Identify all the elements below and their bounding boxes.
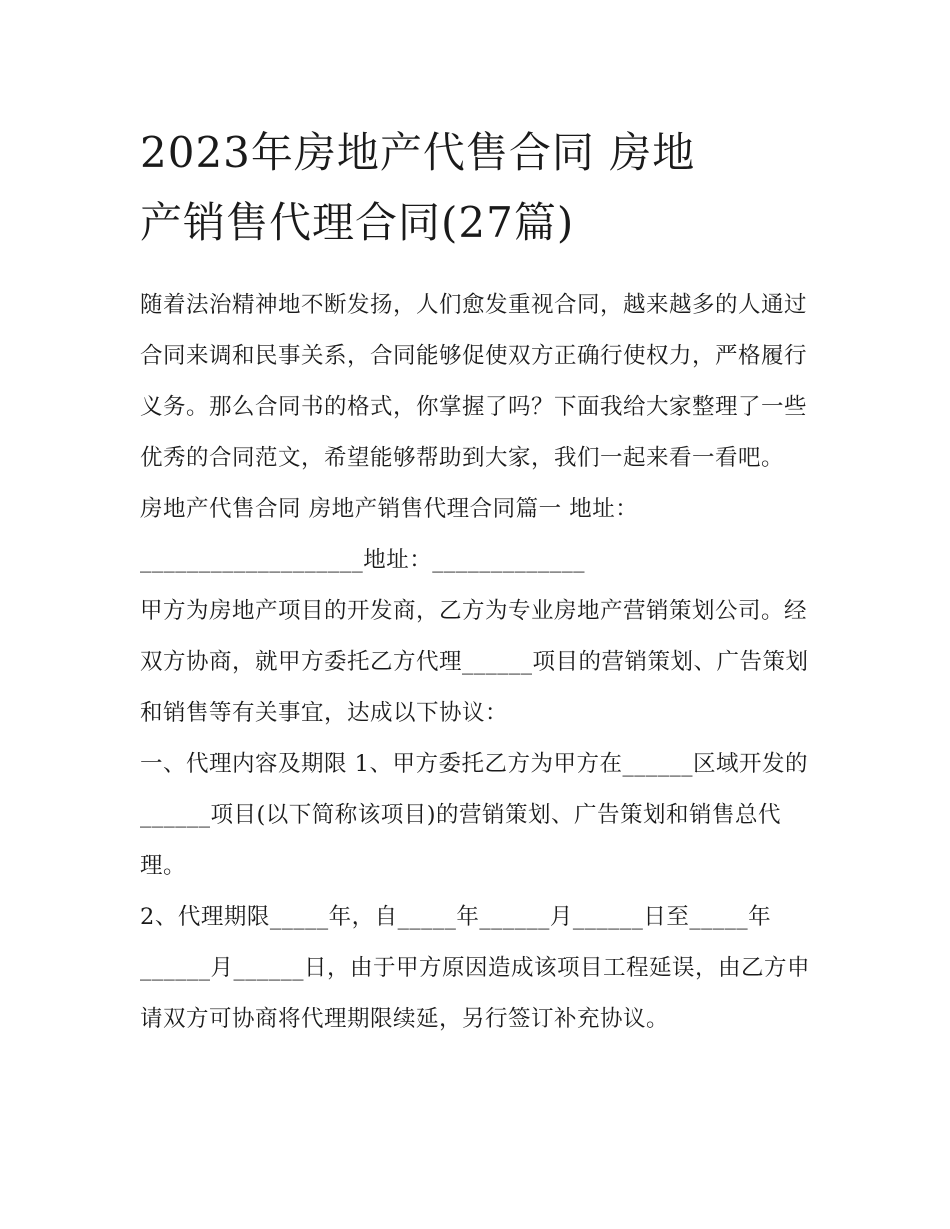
paragraph-section-heading: 房地产代售合同 房地产销售代理合同篇一 地址： <box>140 496 639 522</box>
document-title <box>140 118 820 258</box>
document-page <box>140 118 820 1045</box>
title-line-2: 产销售代理合同(27篇) <box>140 198 575 247</box>
document-body <box>140 280 820 1045</box>
paragraph-clause-2: 2、代理期限_____年，自_____年______月______日至_____年______月______日，由于甲方原因造成该项目工程延误，由乙方申请双方可协商将代理期限续延，另行签订补充协议。 <box>140 904 811 1032</box>
paragraph-clause-1: 一、代理内容及期限 1、甲方委托乙方为甲方在______区域开发的______项目(以下简称该项目)的营销策划、广告策划和销售总代理。 <box>140 751 808 879</box>
paragraph-intro: 随着法治精神地不断发扬，人们愈发重视合同，越来越多的人通过合同来调和民事关系，合同能够促使双方正确行使权力，严格履行义务。那么合同书的格式，你掌握了吗？下面我给大家整理了一些优秀的合同范文，希望能够帮助到大家，我们一起来看一看吧。 <box>140 292 808 471</box>
paragraph-parties: 甲方为房地产项目的开发商，乙方为专业房地产营销策划公司。经双方协商，就甲方委托乙方代理______项目的营销策划、广告策划和销售等有关事宜，达成以下协议： <box>140 598 809 726</box>
title-line-1: 2023年房地产代售合同 房地 <box>140 128 696 177</box>
paragraph-address-blanks: ___________________地址：_____________ <box>140 547 586 573</box>
